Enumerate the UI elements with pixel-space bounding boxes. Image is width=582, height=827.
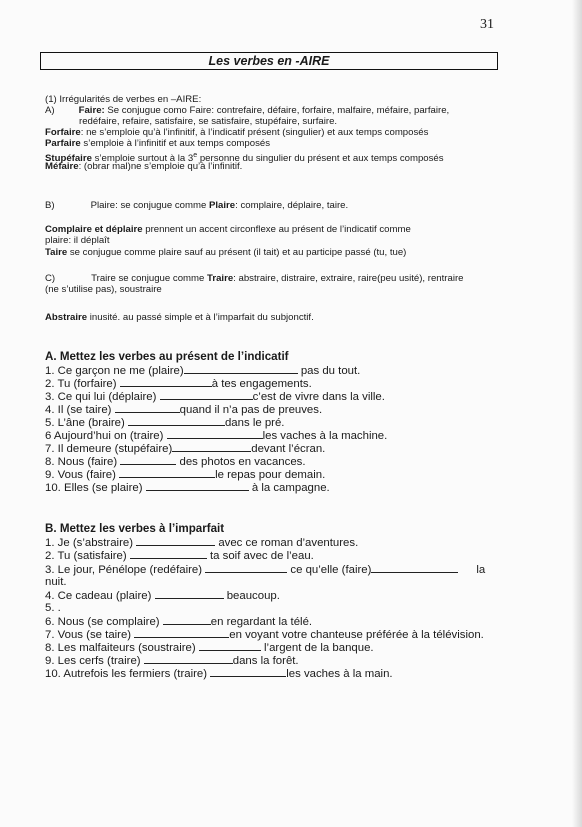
answer-blank[interactable] [134, 628, 229, 638]
answer-blank[interactable] [155, 589, 224, 599]
section-b-note-1b: plaire: il déplaît [45, 235, 110, 246]
exercise-b-item: 2. Tu (satisfaire) ta soif avec de l’eau. [45, 550, 314, 562]
page-number: 31 [480, 17, 494, 32]
answer-blank[interactable] [128, 416, 225, 426]
exercise-b-item: nuit. [45, 576, 67, 588]
exercise-b-item: 4. Ce cadeau (plaire) beaucoup. [45, 590, 280, 602]
answer-blank[interactable] [119, 468, 215, 478]
exercise-a-item: 5. L’âne (braire) dans le pré. [45, 417, 285, 429]
section-b-line: B) Plaire: se conjugue comme Plaire: complaire, déplaire, taire. [45, 200, 349, 211]
intro-stupefaire: Stupéfaire s’emploie surtout à la 3e personne du singulier du présent et aux temps composés [45, 152, 444, 165]
section-b-note-2: Taire se conjugue comme plaire sauf au présent (il tait) et au participe passé (tu, tue) [45, 247, 407, 258]
answer-blank[interactable] [160, 390, 253, 400]
answer-blank[interactable] [210, 667, 286, 677]
answer-blank[interactable] [163, 615, 211, 625]
answer-blank[interactable] [115, 403, 180, 413]
exercise-a-item: 3. Ce qui lui (déplaire) c’est de vivre dans la ville. [45, 391, 385, 403]
answer-blank[interactable] [184, 364, 298, 374]
title-box [40, 52, 498, 70]
intro-line-2b: redéfaire, refaire, satisfaire, se satisfaire, stupéfaire, surfaire. [79, 116, 338, 127]
exercise-a-item: 9. Vous (faire) le repas pour demain. [45, 469, 326, 481]
section-b-note-1: Complaire et déplaire prennent un accent circonflexe au présent de l’indicatif comme [45, 224, 411, 235]
page-edge-shadow [572, 0, 582, 827]
exercise-b-heading: B. Mettez les verbes à l’imparfait [45, 522, 225, 535]
answer-blank[interactable] [199, 641, 261, 651]
exercise-b-item: 7. Vous (se taire) en voyant votre chanteuse préférée à la télévision. [45, 629, 484, 641]
exercise-b-item: 8. Les malfaiteurs (soustraire) l’argent de la banque. [45, 642, 374, 654]
section-c-line: C) Traire se conjugue comme Traire: abstraire, distraire, extraire, raire(peu usité), rentraire [45, 273, 464, 284]
intro-forfaire: Forfaire: ne s’emploie qu’à l’infinitif, à l’indicatif présent (singulier) et aux temps composés [45, 127, 429, 138]
exercise-a-item: 4. Il (se taire) quand il n’a pas de preuves. [45, 404, 323, 416]
intro-line-1: (1) Irrégularités de verbes en –AIRE: [45, 94, 202, 105]
answer-blank[interactable] [205, 563, 287, 573]
exercise-b-item: 3. Le jour, Pénélope (redéfaire) ce qu’elle (faire) la [45, 564, 486, 576]
exercise-a-item: 10. Elles (se plaire) à la campagne. [45, 482, 330, 494]
answer-blank[interactable] [144, 654, 233, 664]
exercise-a-item: 2. Tu (forfaire) à tes engagements. [45, 378, 312, 390]
answer-blank[interactable] [136, 536, 215, 546]
answer-blank[interactable] [371, 563, 458, 573]
answer-blank[interactable] [130, 549, 207, 559]
intro-parfaire: Parfaire s’emploie à l’infinitif et aux temps composés [45, 138, 271, 149]
exercise-b-item: 9. Les cerfs (traire) dans la forêt. [45, 655, 299, 667]
exercise-a-heading: A. Mettez les verbes au présent de l’indicatif [45, 350, 289, 363]
answer-blank[interactable] [120, 377, 212, 387]
intro-mefaire: Méfaire: (obrar mal)ne s’emploie qu’à l’infinitif. [45, 161, 243, 172]
answer-blank[interactable] [167, 429, 263, 439]
page-title: Les verbes en -AIRE [208, 54, 330, 68]
exercise-b-item: 1. Je (s’abstraire) avec ce roman d’aventures. [45, 537, 359, 549]
answer-blank[interactable] [146, 481, 249, 491]
exercise-b-item: 6. Nous (se complaire) en regardant la télé. [45, 616, 313, 628]
section-c-note: Abstraire inusité. au passé simple et à l’imparfait du subjonctif. [45, 312, 314, 323]
exercise-a-item: 8. Nous (faire) des photos en vacances. [45, 456, 306, 468]
answer-blank[interactable] [172, 442, 251, 452]
answer-blank[interactable] [120, 455, 176, 465]
exercise-a-item: 7. Il demeure (stupéfaire) devant l’écran. [45, 443, 326, 455]
exercise-b-item: 10. Autrefois les fermiers (traire) les vaches à la main. [45, 668, 393, 680]
exercise-a-item: 1. Ce garçon ne me (plaire) pas du tout. [45, 365, 361, 377]
section-c-line-2: (ne s’utilise pas), soustraire [45, 284, 162, 295]
exercise-a-item: 6 Aujourd’hui on (traire) les vaches à la machine. [45, 430, 388, 442]
intro-line-2: A) Faire: Se conjugue como Faire: contrefaire, défaire, forfaire, malfaire, méfaire, parfaire, [45, 105, 450, 116]
exercise-b-item: 5. . [45, 602, 61, 614]
